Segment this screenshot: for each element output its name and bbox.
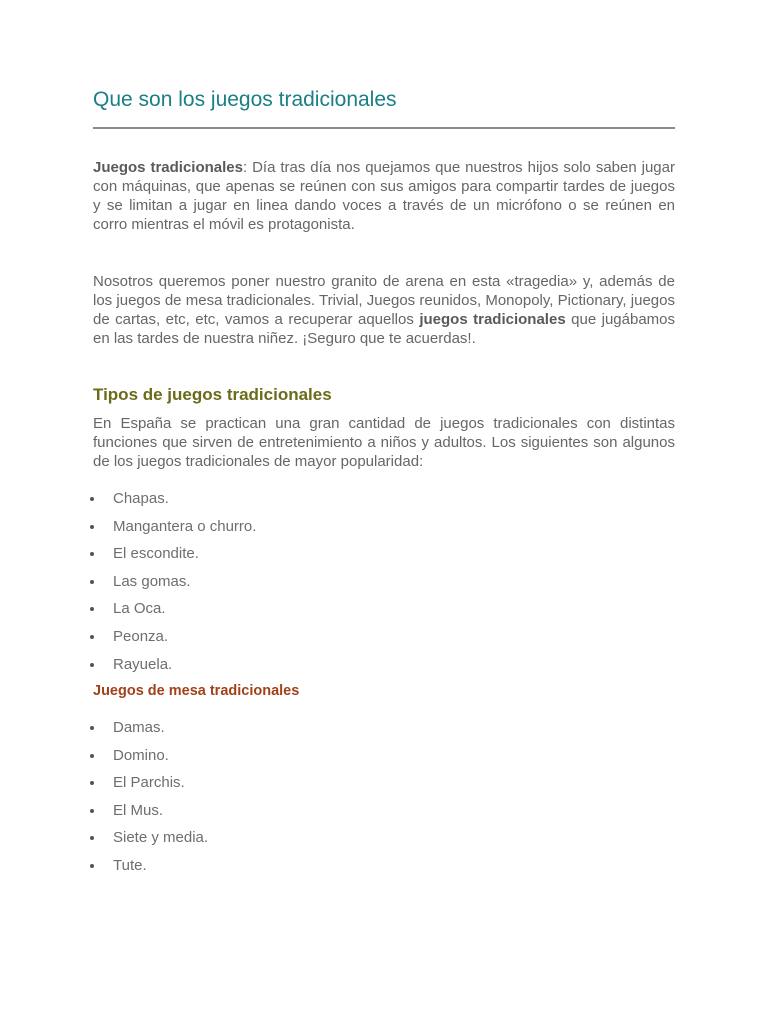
bullet-icon	[90, 607, 94, 611]
bullet-icon	[90, 552, 94, 556]
list-item	[93, 856, 208, 884]
bullet-icon	[90, 635, 94, 639]
bullet-icon	[90, 864, 94, 868]
second-paragraph-text-after: que jugábamos en las tardes de nuestra niñez. ¡Seguro que te acuerdas!.	[93, 311, 675, 347]
mesa-list	[93, 718, 208, 884]
list-item	[93, 572, 256, 600]
section-tipos-paragraph: En España se practican una gran cantidad de juegos tradicionales con distintas funciones que sirven de entretenimiento a niños y adultos. Los siguientes son algunos de los juegos tradicionales de mayor popularidad:	[93, 415, 675, 470]
bullet-icon	[90, 663, 94, 667]
second-paragraph	[93, 272, 675, 348]
list-item	[93, 517, 256, 545]
page-title: Que son los juegos tradicionales	[93, 88, 397, 111]
title-divider	[93, 127, 675, 129]
bullet-icon	[90, 525, 94, 529]
list-item	[93, 828, 208, 856]
section-heading-mesa: Juegos de mesa tradicionales	[93, 683, 300, 699]
list-item	[93, 489, 256, 517]
list-item-label: Siete y media.	[113, 829, 209, 847]
list-item-label: Peonza.	[113, 627, 169, 645]
list-item	[93, 746, 208, 774]
second-paragraph-bold-term: juegos tradicionales	[419, 311, 566, 328]
section-heading-tipos: Tipos de juegos tradicionales	[93, 385, 332, 404]
list-item-label: El Mus.	[113, 801, 164, 819]
list-item-label: Rayuela.	[113, 655, 173, 673]
intro-bold-term: Juegos tradicionales	[93, 159, 243, 176]
list-item-label: El escondite.	[113, 545, 199, 563]
bullet-icon	[90, 781, 94, 785]
intro-paragraph	[93, 158, 675, 234]
list-item	[93, 801, 208, 829]
intro-text: : Día tras día nos quejamos que nuestros hijos solo saben jugar con máquinas, que apenas se reúnen con sus amigos para compartir tardes de juegos y se limitan a jugar en linea dando voces a través de un micrófono o se reúnen en corro mientras el móvil es protagonista.	[93, 159, 675, 233]
list-item	[93, 773, 208, 801]
list-item	[93, 599, 256, 627]
list-item-label: Domino.	[113, 746, 169, 764]
list-item-label: Mangantera o churro.	[113, 517, 257, 535]
list-item	[93, 544, 256, 572]
second-paragraph-text-before: Nosotros queremos poner nuestro granito de arena en esta «tragedia» y, además de los juegos de mesa tradicionales. Trivial, Juegos reunidos, Monopoly, Pictionary, juegos de cartas, etc, etc, vamos a recuperar aquellos	[93, 273, 675, 328]
list-item-label: La Oca.	[113, 600, 166, 618]
bullet-icon	[90, 580, 94, 584]
list-item	[93, 627, 256, 655]
bullet-icon	[90, 754, 94, 758]
list-item-label: El Parchis.	[113, 774, 185, 792]
bullet-icon	[90, 809, 94, 813]
list-item-label: Damas.	[113, 719, 165, 736]
list-item	[93, 718, 208, 746]
list-item-label: Chapas.	[113, 490, 169, 507]
bullet-icon	[90, 726, 94, 730]
list-item	[93, 655, 256, 683]
list-item-label: Tute.	[113, 856, 147, 874]
tipos-list	[93, 489, 256, 682]
bullet-icon	[90, 836, 94, 840]
list-item-label: Las gomas.	[113, 572, 191, 590]
bullet-icon	[90, 497, 94, 501]
